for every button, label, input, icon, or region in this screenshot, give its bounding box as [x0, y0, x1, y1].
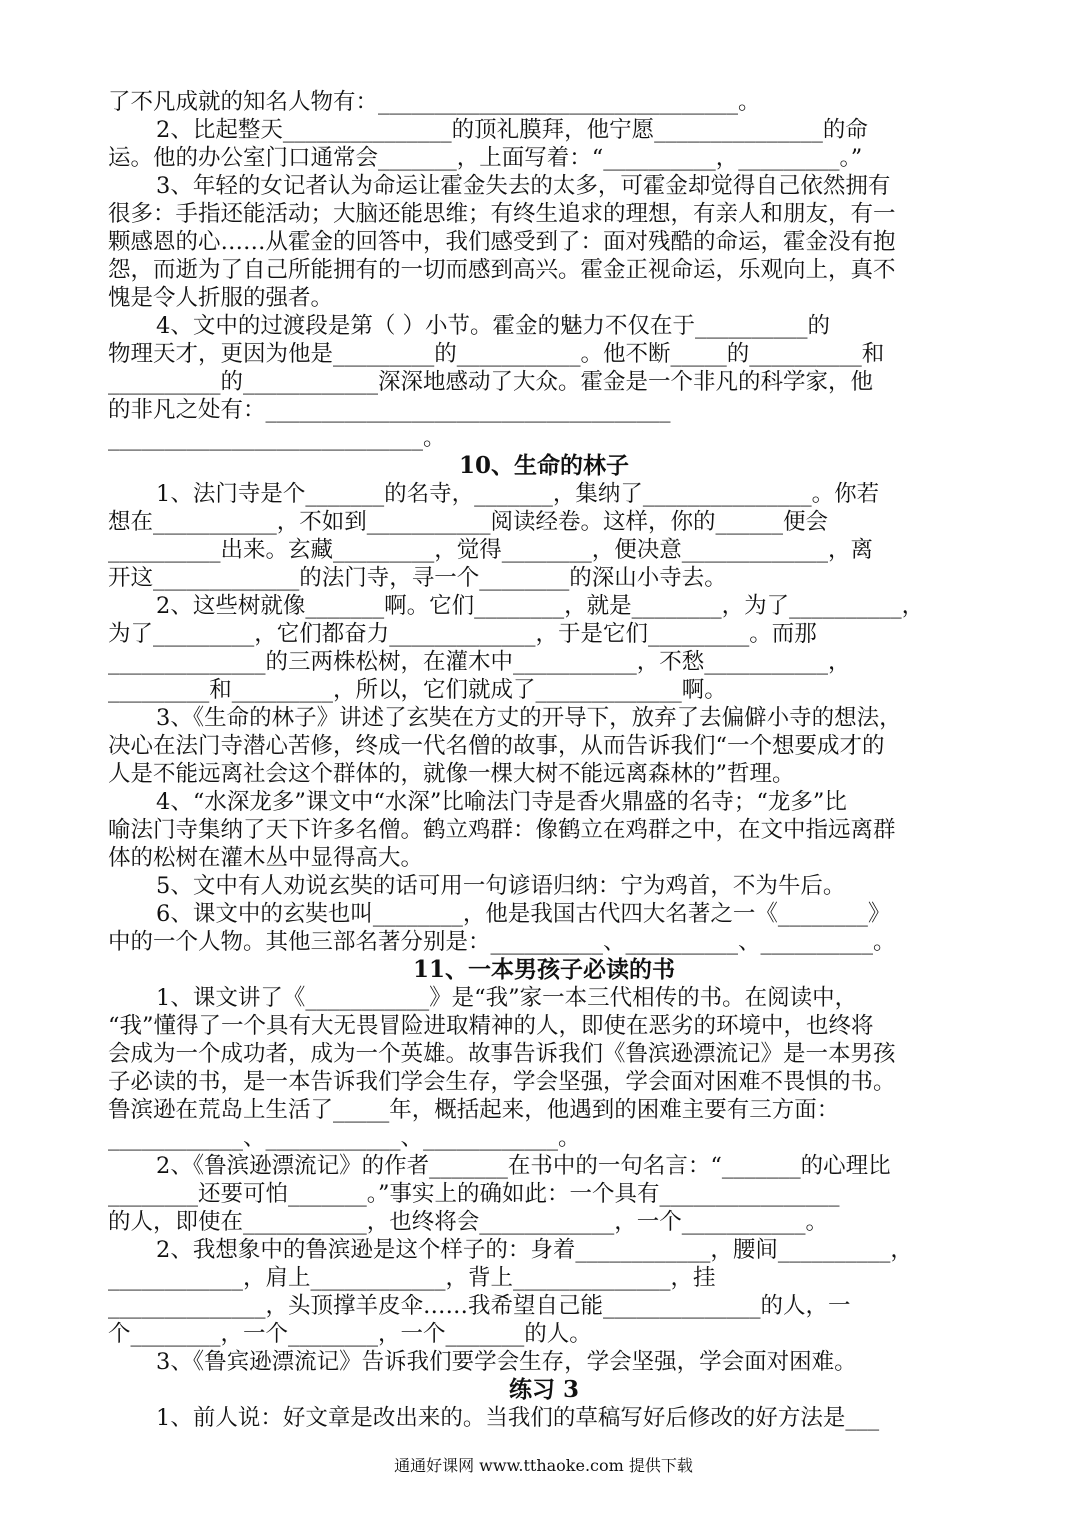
- text-line: 物理天才，更因为他是_________的___________。他不断_____的__________和: [108, 341, 885, 367]
- text-line: 运。他的办公室门口通常会_______，上面写着：“__________，_________。”: [108, 145, 863, 171]
- text-line: ________还要可怕_______。”事实上的确如此：一个具有________________: [108, 1181, 840, 1207]
- text-line: 6、课文中的玄奘也叫________，他是我国古代四大名著之一《________》: [156, 901, 891, 927]
- text-line: 3、年轻的女记者认为命运让霍金失去的太多，可霍金却觉得自己依然拥有: [156, 173, 891, 199]
- text-line: ____________________________。: [108, 425, 446, 451]
- text-line: 5、文中有人劝说玄奘的话可用一句谚语归纳：宁为鸡首，不为牛后。: [156, 873, 846, 899]
- section-heading: 练习 3: [508, 1376, 579, 1403]
- text-line: __________出来。玄藏_________，觉得________，便决意_____________，离: [108, 537, 874, 563]
- text-line: 的人，即使在___________，也终将会____________，一个___________。: [108, 1209, 829, 1235]
- text-line: 了不凡成就的知名人物有：________________________________。: [108, 89, 761, 115]
- text-line: 个________，一个________，一个_______的人。: [108, 1321, 592, 1347]
- text-line: 4、“水深龙多”课文中“水深”比喻法门寺是香火鼎盛的名寺；“龙多”比: [156, 789, 847, 815]
- text-line: 子必读的书，是一本告诉我们学会生存，学会坚强，学会面对困难不畏惧的书。: [108, 1069, 896, 1095]
- text-line: 为了_________，它们都奋力_____________，于是它们_________。而那: [108, 621, 817, 647]
- text-line: ______________的三两株松树，在灌木中___________，不愁___________，: [108, 649, 851, 675]
- text-line: 鲁滨逊在荒岛上生活了_____年，概括起来，他遇到的困难主要有三方面：: [108, 1097, 840, 1123]
- section-heading: 11、一本男孩子必读的书: [412, 956, 675, 983]
- text-line: 2、比起整天_______________的顶礼膜拜，他宁愿_______________的命: [156, 117, 868, 143]
- text-line: 颗感恩的心……从霍金的回答中，我们感受到了：面对残酷的命运，霍金没有抱: [108, 229, 896, 255]
- text-line: 中的一个人物。其他三部名著分别是：__________、__________、__________。: [108, 929, 896, 955]
- text-line: 会成为一个成功者，成为一个英雄。故事告诉我们《鲁滨逊漂流记》是一本男孩: [108, 1041, 896, 1067]
- text-line: 想在___________，不如到___________阅读经卷。这样，你的______便会: [108, 509, 829, 535]
- text-line: 1、法门寺是个_______的名寺，_______，集纳了_______________。你若: [156, 481, 880, 507]
- text-line: ____________、____________、____________。: [108, 1125, 581, 1151]
- text-line: “我”懂得了一个具有大无畏冒险进取精神的人，即使在恶劣的环境中，也终将: [108, 1013, 874, 1039]
- text-line: 人是不能远离社会这个群体的，就像一棵大树不能远离森林的”哲理。: [108, 761, 795, 787]
- text-line: 2、《鲁滨逊漂流记》的作者_______在书中的一句名言：“_______的心理比: [156, 1153, 891, 1179]
- text-line: 2、我想象中的鲁滨逊是这个样子的：身着____________，腰间__________，: [156, 1237, 913, 1263]
- text-line: 很多：手指还能活动；大脑还能思维；有终生追求的理想，有亲人和朋友，有一: [108, 201, 896, 227]
- text-line: 怨，而逝为了自己所能拥有的一切而感到高兴。霍金正视命运，乐观向上，真不: [108, 257, 896, 283]
- text-line: 3、《鲁宾逊漂流记》告诉我们要学会生存，学会坚强，学会面对困难。: [156, 1349, 857, 1375]
- text-line: 2、这些树就像_______啊。它们________，就是________，为了__________，: [156, 593, 925, 619]
- text-line: 1、前人说：好文章是改出来的。当我们的草稿写好后修改的好方法是___: [156, 1405, 880, 1431]
- text-line: 的非凡之处有：____________________________________: [108, 397, 671, 423]
- text-line: __________的____________深深地感动了大众。霍金是一个非凡的科学家，他: [108, 369, 874, 395]
- text-line: 3、《生命的林子》讲述了玄奘在方丈的开导下，放弃了去偏僻小寺的想法，: [156, 705, 902, 731]
- text-line: 开这_____________的法门寺，寻一个________的深山小寺去。: [108, 565, 727, 591]
- section-heading: 10、生命的林子: [458, 452, 629, 479]
- text-line: ____________，肩上____________，背上______________，挂: [108, 1265, 716, 1291]
- text-line: 喻法门寺集纳了天下许多名僧。鹤立鸡群：像鹤立在鸡群之中，在文中指远离群: [108, 817, 896, 843]
- page-footer: 通通好课网 www.tthaoke.com 提供下载: [394, 1456, 693, 1475]
- text-line: 决心在法门寺潜心苦修，终成一代名僧的故事，从而告诉我们“一个想要成才的: [108, 733, 885, 759]
- text-line: 愧是令人折服的强者。: [108, 285, 334, 311]
- text-line: 4、文中的过渡段是第（ ）小节。霍金的魅力不仅在于__________的: [156, 313, 830, 339]
- text-line: 1、课文讲了《___________》是“我”家一本三代相传的书。在阅读中，: [156, 985, 858, 1011]
- text-line: _________和_________，所以，它们就成了_____________啊。: [108, 677, 727, 703]
- text-line: 体的松树在灌木丛中显得高大。: [108, 845, 424, 871]
- text-line: ______________，头顶撑羊皮伞……我希望自己能______________的人，一: [108, 1293, 851, 1319]
